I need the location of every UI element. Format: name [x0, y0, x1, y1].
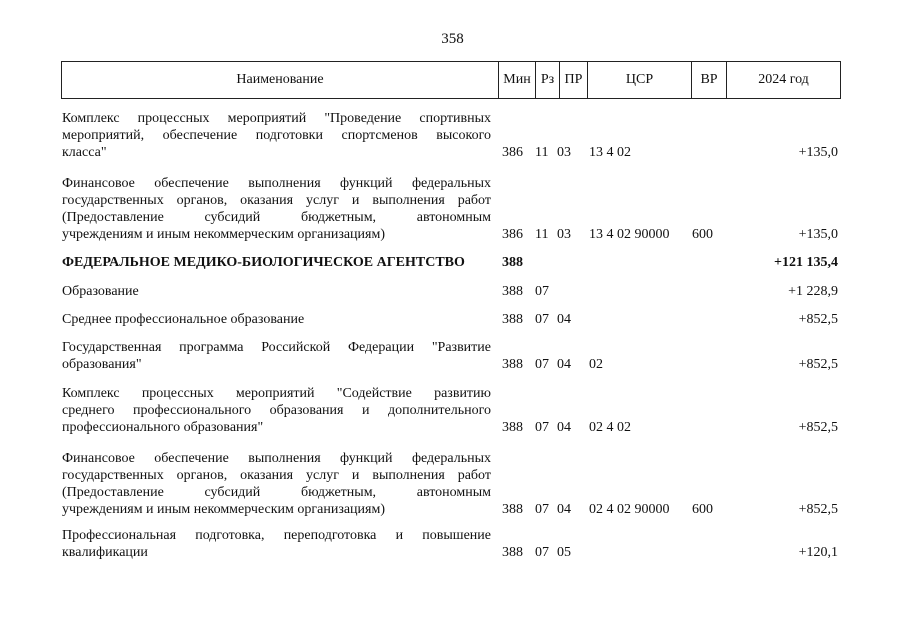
row-name [62, 339, 491, 373]
row-rz: 07 [535, 420, 549, 435]
row-name-line: квалификации [62, 545, 148, 560]
row-pr: 04 [557, 502, 571, 517]
row-name-line: Среднее профессиональное образование [62, 312, 305, 327]
row-min: 386 [502, 227, 523, 242]
row-name-line: Образование [62, 284, 139, 299]
row-min: 386 [502, 145, 523, 160]
row-name [62, 311, 491, 328]
row-min: 388 [502, 502, 523, 517]
row-value: +121 135,4 [774, 255, 838, 270]
row-name-line: (Предоставление субсидий бюджетным, автономным [62, 485, 491, 500]
row-name [62, 254, 491, 271]
row-min: 388 [502, 255, 523, 270]
row-csr: 02 [589, 357, 603, 372]
row-csr: 13 4 02 90000 [589, 227, 670, 242]
row-vr: 600 [692, 502, 713, 517]
row-csr: 13 4 02 [589, 145, 631, 160]
row-name [62, 527, 491, 561]
row-rz: 07 [535, 502, 549, 517]
row-name [62, 283, 491, 300]
row-csr: 02 4 02 [589, 420, 631, 435]
row-rz: 11 [535, 145, 549, 160]
row-name-line: учреждениям и иным некоммерческим организациям) [62, 227, 386, 242]
row-name-line: учреждениям и иным некоммерческим организациям) [62, 502, 386, 517]
row-name-line: государственных органов, оказания услуг и выполнения работ [62, 193, 491, 208]
header-min: Мин [498, 62, 535, 98]
row-name-line: класса" [62, 145, 107, 160]
header-name: Наименование [61, 62, 498, 98]
row-name [62, 175, 491, 243]
row-pr: 05 [557, 545, 571, 560]
page-number: 358 [441, 31, 464, 47]
row-min: 388 [502, 420, 523, 435]
header-pr: ПР [559, 62, 587, 98]
row-name-line: Финансовое обеспечение выполнения функций федеральных [62, 451, 491, 466]
row-value: +135,0 [798, 145, 838, 160]
row-csr: 02 4 02 90000 [589, 502, 670, 517]
row-name-line: (Предоставление субсидий бюджетным, автономным [62, 210, 491, 225]
row-name [62, 450, 491, 518]
header-vr: ВР [691, 62, 726, 98]
row-value: +852,5 [798, 357, 838, 372]
row-name-line: государственных органов, оказания услуг и выполнения работ [62, 468, 491, 483]
row-min: 388 [502, 357, 523, 372]
row-value: +135,0 [798, 227, 838, 242]
row-name-line: среднего профессионального образования и дополнительного [62, 403, 491, 418]
row-name-line: мероприятий, обеспечение подготовки спортсменов высокого [62, 128, 491, 143]
row-pr: 03 [557, 227, 571, 242]
row-min: 388 [502, 545, 523, 560]
row-value: +852,5 [798, 502, 838, 517]
row-name-line: Государственная программа Российской Федерации "Развитие [62, 340, 491, 355]
row-name-line: ФЕДЕРАЛЬНОЕ МЕДИКО-БИОЛОГИЧЕСКОЕ АГЕНТСТВО [62, 255, 465, 270]
row-name-line: Профессиональная подготовка, переподготовка и повышение [62, 528, 491, 543]
row-pr: 04 [557, 312, 571, 327]
header-csr: ЦСР [587, 62, 691, 98]
row-pr: 04 [557, 420, 571, 435]
row-min: 388 [502, 312, 523, 327]
row-name-line: Комплекс процессных мероприятий "Проведение спортивных [62, 111, 491, 126]
row-rz: 07 [535, 545, 549, 560]
header-year: 2024 год [726, 62, 841, 98]
row-name-line: Комплекс процессных мероприятий "Содействие развитию [62, 386, 491, 401]
row-min: 388 [502, 284, 523, 299]
row-value: +852,5 [798, 312, 838, 327]
row-name [62, 385, 491, 436]
row-value: +852,5 [798, 420, 838, 435]
row-name [62, 110, 491, 161]
row-vr: 600 [692, 227, 713, 242]
row-pr: 03 [557, 145, 571, 160]
row-rz: 11 [535, 227, 549, 242]
row-value: +120,1 [798, 545, 838, 560]
row-rz: 07 [535, 312, 549, 327]
row-name-line: образования" [62, 357, 142, 372]
row-name-line: Финансовое обеспечение выполнения функций федеральных [62, 176, 491, 191]
header-rz: Рз [535, 62, 559, 98]
row-pr: 04 [557, 357, 571, 372]
row-rz: 07 [535, 357, 549, 372]
row-rz: 07 [535, 284, 549, 299]
row-value: +1 228,9 [788, 284, 838, 299]
table-header [61, 61, 841, 99]
row-name-line: профессионального образования" [62, 420, 264, 435]
